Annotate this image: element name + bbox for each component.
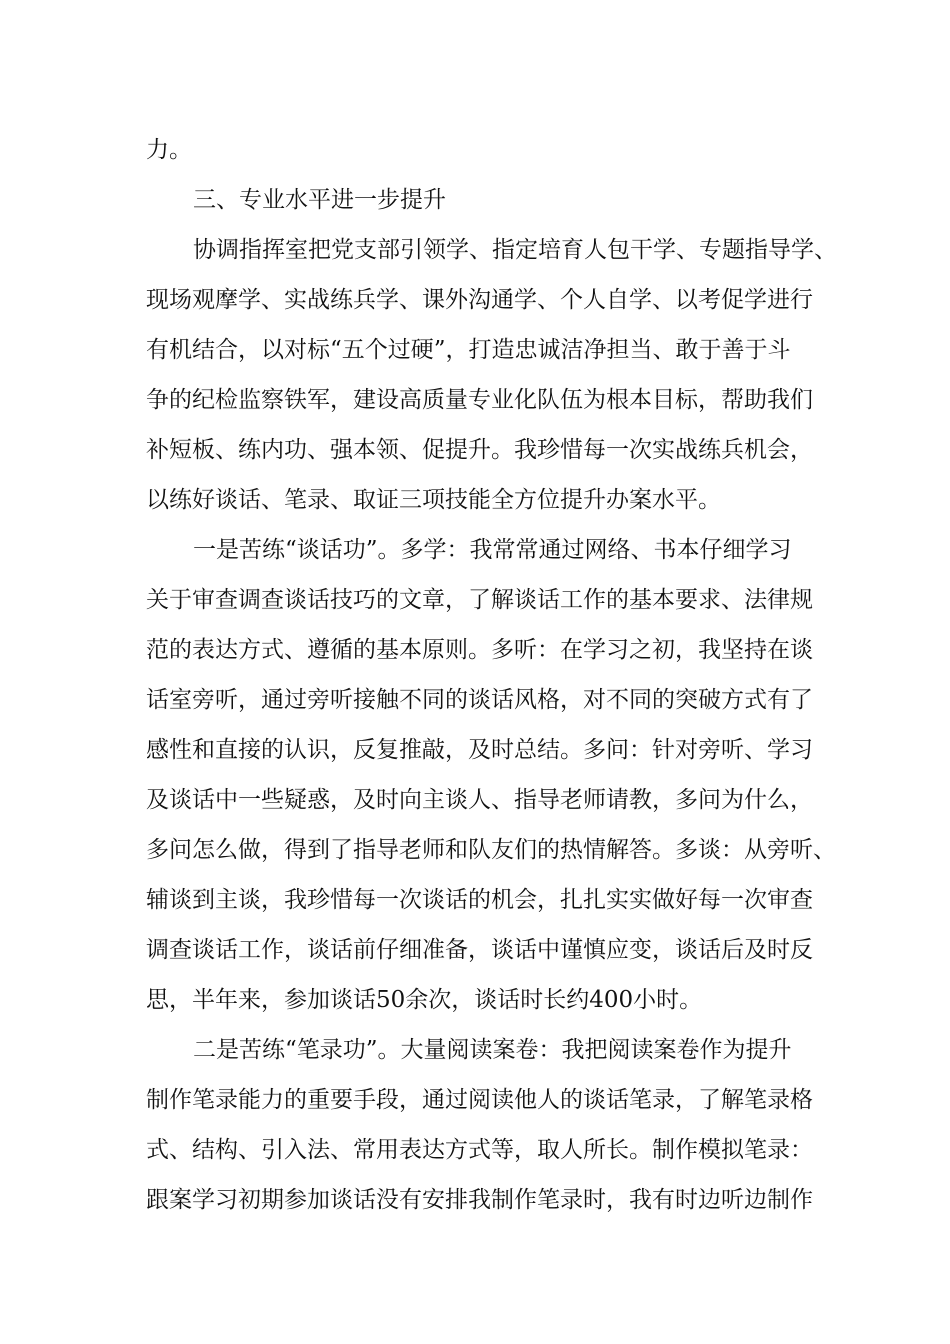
text-line: 多问怎么做，得到了指导老师和队友们的热情解答。多谈：从旁听、: [146, 837, 836, 863]
text-line: 力。: [146, 137, 192, 163]
text-line: 有机结合，以对标“五个过硬”，打造忠诚洁净担当、敢于善于斗: [146, 337, 791, 363]
text-line: 思，半年来，参加谈话50余次，谈话时长约400小时。: [146, 987, 703, 1013]
text-line: 关于审查调查谈话技巧的文章，了解谈话工作的基本要求、法律规: [146, 587, 813, 613]
text-line: 争的纪检监察铁军，建设高质量专业化队伍为根本目标，帮助我们: [146, 387, 813, 413]
text-line: 制作笔录能力的重要手段，通过阅读他人的谈话笔录，了解笔录格: [146, 1087, 813, 1113]
text-line: 跟案学习初期参加谈话没有安排我制作笔录时，我有时边听边制作: [146, 1187, 813, 1213]
text-line: 协调指挥室把党支部引领学、指定培育人包干学、专题指导学、: [193, 237, 837, 263]
text-line: 辅谈到主谈，我珍惜每一次谈话的机会，扎扎实实做好每一次审查: [146, 887, 813, 913]
text-line: 现场观摩学、实战练兵学、课外沟通学、个人自学、以考促学进行: [146, 287, 813, 313]
text-line: 一是苦练“谈话功”。多学：我常常通过网络、书本仔细学习: [193, 537, 792, 563]
text-line: 补短板、练内功、强本领、促提升。我珍惜每一次实战练兵机会，: [146, 437, 813, 463]
text-line: 式、结构、引入法、常用表达方式等，取人所长。制作模拟笔录：: [146, 1137, 813, 1163]
text-line: 调查谈话工作，谈话前仔细准备，谈话中谨慎应变，谈话后及时反: [146, 937, 813, 963]
text-line: 话室旁听，通过旁听接触不同的谈话风格，对不同的突破方式有了: [146, 687, 813, 713]
text-line: 以练好谈话、笔录、取证三项技能全方位提升办案水平。: [146, 487, 721, 513]
text-line: 感性和直接的认识，反复推敲，及时总结。多问：针对旁听、学习: [146, 737, 813, 763]
section-heading: 三、专业水平进一步提升: [193, 187, 446, 213]
text-line: 二是苦练“笔录功”。大量阅读案卷：我把阅读案卷作为提升: [193, 1037, 792, 1063]
text-line: 及谈话中一些疑惑，及时向主谈人、指导老师请教，多问为什么，: [146, 787, 813, 813]
text-line: 范的表达方式、遵循的基本原则。多听：在学习之初，我坚持在谈: [146, 637, 813, 663]
